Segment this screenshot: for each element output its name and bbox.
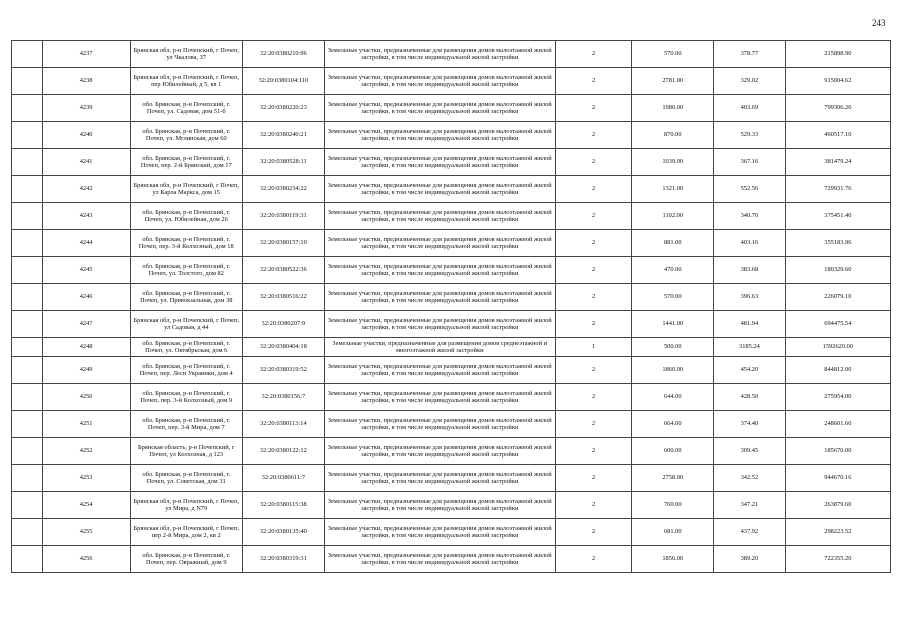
address-cell: обл. Брянская, р-н Почепский, г. Почеп, пер. Овражный, дом 9 (130, 546, 242, 573)
specific-value-cell: 552.56 (714, 176, 786, 203)
land-use-purpose-cell: Земельные участки, предназначенные для размещения домов малоэтажной жилой застройки, в том числе индивидуальной жилой застройки (324, 41, 555, 68)
cadastral-value-cell: 915004.62 (785, 68, 890, 95)
land-use-purpose-cell: Земельные участки, предназначенные для размещения домов малоэтажной жилой застройки, в том числе индивидуальной жилой застройки (324, 230, 555, 257)
row-number-cell: 4248 (42, 338, 130, 357)
row-spacer-cell (12, 284, 43, 311)
specific-value-cell: 428.50 (714, 384, 786, 411)
row-number-cell: 4238 (42, 68, 130, 95)
area-cell: 1860.00 (632, 357, 714, 384)
land-use-purpose-cell: Земельные участки, предназначенные для размещения домов малоэтажной жилой застройки, в том числе индивидуальной жилой застройки (324, 492, 555, 519)
row-spacer-cell (12, 357, 43, 384)
row-spacer-cell (12, 411, 43, 438)
table-row (12, 357, 891, 384)
page-number: 243 (872, 18, 886, 28)
land-use-purpose-cell: Земельные участки, предназначенные для размещения домов малоэтажной жилой застройки, в том числе индивидуальной жилой застройки (324, 411, 555, 438)
cadastral-number-cell: 32:20:0380210:96 (242, 41, 324, 68)
area-cell: 760.00 (632, 492, 714, 519)
cadastral-value-cell: 298223.52 (785, 519, 890, 546)
table-row (12, 465, 891, 492)
use-group-cell: 2 (555, 384, 632, 411)
row-number-cell: 4256 (42, 546, 130, 573)
cadastral-number-cell: 32:20:0380207:9 (242, 311, 324, 338)
land-use-purpose-cell: Земельные участки, предназначенные для размещения домов малоэтажной жилой застройки, в том числе индивидуальной жилой застройки (324, 68, 555, 95)
address-cell: обл. Брянская, р-н Почепский, г. Почеп, ул. Юбилейная, дом 26 (130, 203, 242, 230)
row-spacer-cell (12, 519, 43, 546)
row-number-cell: 4255 (42, 519, 130, 546)
specific-value-cell: 378.77 (714, 41, 786, 68)
use-group-cell: 2 (555, 230, 632, 257)
land-use-purpose-cell: Земельные участки, предназначенные для размещения домов малоэтажной жилой застройки, в том числе индивидуальной жилой застройки (324, 311, 555, 338)
table-row (12, 41, 891, 68)
cadastral-number-cell: 32:20:0380119:31 (242, 203, 324, 230)
land-use-purpose-cell: Земельные участки, предназначенные для размещения домов малоэтажной жилой застройки, в том числе индивидуальной жилой застройки (324, 122, 555, 149)
land-use-purpose-cell: Земельные участки, предназначенные для размещения домов малоэтажной жилой застройки, в том числе индивидуальной жилой застройки (324, 176, 555, 203)
row-spacer-cell (12, 257, 43, 284)
use-group-cell: 2 (555, 176, 632, 203)
row-spacer-cell (12, 465, 43, 492)
row-spacer-cell (12, 95, 43, 122)
address-cell: Брянская обл, р-н Почепский, г Почеп, пер 2-й Мира, дом 2, кв 2 (130, 519, 242, 546)
table-row (12, 338, 891, 357)
area-cell: 570.00 (632, 284, 714, 311)
land-use-purpose-cell: Земельные участки, предназначенные для размещения домов малоэтажной жилой застройки, в том числе индивидуальной жилой застройки (324, 465, 555, 492)
row-number-cell: 4244 (42, 230, 130, 257)
cadastral-value-cell: 1592620.00 (785, 338, 890, 357)
specific-value-cell: 454.20 (714, 357, 786, 384)
cadastral-value-cell: 844812.00 (785, 357, 890, 384)
use-group-cell: 2 (555, 95, 632, 122)
land-use-purpose-cell: Земельные участки, предназначенные для размещения домов малоэтажной жилой застройки, в том числе индивидуальной жилой застройки (324, 149, 555, 176)
address-cell: обл. Брянская, р-н Почепский, г. Почеп, пер. 2-й Брянский, дом 17 (130, 149, 242, 176)
address-cell: обл. Брянская, р-н Почепский, г. Почеп, ул. Октябрьская, дом 6 (130, 338, 242, 357)
land-use-purpose-cell: Земельные участки, предназначенные для размещения домов малоэтажной жилой застройки, в том числе индивидуальной жилой застройки (324, 284, 555, 311)
row-number-cell: 4245 (42, 257, 130, 284)
specific-value-cell: 403.69 (714, 95, 786, 122)
address-cell: Брянская обл, р-н Почепский, г Почеп, ул Мира, д N79 (130, 492, 242, 519)
address-cell: Брянская обл, р-н Почепский, г Почеп, ул Садовая, д 44 (130, 311, 242, 338)
table-row (12, 95, 891, 122)
area-cell: 1980.00 (632, 95, 714, 122)
cadastral-number-cell: 32:20:0380113:14 (242, 411, 324, 438)
table-row (12, 257, 891, 284)
row-number-cell: 4253 (42, 465, 130, 492)
cadastral-value-cell: 944670.16 (785, 465, 890, 492)
cadastral-number-cell: 32:20:0380319:52 (242, 357, 324, 384)
cadastral-value-cell: 248601.60 (785, 411, 890, 438)
area-cell: 600.00 (632, 438, 714, 465)
land-use-purpose-cell: Земельные участки, предназначенные для размещения домов малоэтажной жилой застройки, в том числе индивидуальной жилой застройки (324, 203, 555, 230)
row-spacer-cell (12, 546, 43, 573)
row-spacer-cell (12, 122, 43, 149)
specific-value-cell: 383.68 (714, 257, 786, 284)
address-cell: обл. Брянская, р-н Почепский, г. Почеп, пер. 3-й Колхозный, дом 9 (130, 384, 242, 411)
cadastral-number-cell: 32:20:0380522:36 (242, 257, 324, 284)
row-number-cell: 4242 (42, 176, 130, 203)
address-cell: Брянская обл, р-н Почепский, г Почеп, ул Чкалова, 37 (130, 41, 242, 68)
row-spacer-cell (12, 149, 43, 176)
use-group-cell: 2 (555, 41, 632, 68)
area-cell: 1321.00 (632, 176, 714, 203)
cadastral-value-cell: 275954.00 (785, 384, 890, 411)
area-cell: 881.00 (632, 230, 714, 257)
area-cell: 681.00 (632, 519, 714, 546)
table-row (12, 546, 891, 573)
use-group-cell: 1 (555, 338, 632, 357)
use-group-cell: 2 (555, 284, 632, 311)
land-use-purpose-cell: Земельные участки, предназначенные для размещения домов среднеэтажной и многоэтажной жилой застройки (324, 338, 555, 357)
area-cell: 2758.00 (632, 465, 714, 492)
row-number-cell: 4240 (42, 122, 130, 149)
cadastral-number-cell: 32:20:0380319:31 (242, 546, 324, 573)
cadastral-number-cell: 32:20:0380404:18 (242, 338, 324, 357)
table-row (12, 203, 891, 230)
address-cell: обл. Брянская, р-н Почепский, г. Почеп, ул. Садовая, дом 51-б (130, 95, 242, 122)
row-number-cell: 4237 (42, 41, 130, 68)
address-cell: обл. Брянская, р-н Почепский, г. Почеп, ул. Привокзальная, дом 38 (130, 284, 242, 311)
cadastral-value-cell: 226079.10 (785, 284, 890, 311)
table-row (12, 438, 891, 465)
specific-value-cell: 529.33 (714, 122, 786, 149)
use-group-cell: 2 (555, 546, 632, 573)
cadastral-number-cell: 32:20:0380220:23 (242, 95, 324, 122)
land-use-purpose-cell: Земельные участки, предназначенные для размещения домов малоэтажной жилой застройки, в том числе индивидуальной жилой застройки (324, 546, 555, 573)
table-row (12, 122, 891, 149)
area-cell: 1039.00 (632, 149, 714, 176)
address-cell: обл. Брянская, р-н Почепский, г. Почеп, пер. 3-й Колхозный, дом 18 (130, 230, 242, 257)
use-group-cell: 2 (555, 203, 632, 230)
row-spacer-cell (12, 230, 43, 257)
table-row (12, 176, 891, 203)
area-cell: 870.00 (632, 122, 714, 149)
row-number-cell: 4249 (42, 357, 130, 384)
cadastral-value-table (11, 40, 891, 573)
area-cell: 500.00 (632, 338, 714, 357)
area-cell: 664.00 (632, 411, 714, 438)
row-number-cell: 4247 (42, 311, 130, 338)
table-row (12, 149, 891, 176)
use-group-cell: 2 (555, 149, 632, 176)
table-row (12, 384, 891, 411)
row-number-cell: 4246 (42, 284, 130, 311)
specific-value-cell: 396.63 (714, 284, 786, 311)
specific-value-cell: 347.21 (714, 492, 786, 519)
area-cell: 644.00 (632, 384, 714, 411)
specific-value-cell: 367.16 (714, 149, 786, 176)
area-cell: 470.00 (632, 257, 714, 284)
address-cell: обл. Брянская, р-н Почепский, г. Почеп, пер. 3-й Мира, дом 7 (130, 411, 242, 438)
cadastral-number-cell: 32:20:0380135:40 (242, 519, 324, 546)
row-spacer-cell (12, 41, 43, 68)
cadastral-number-cell: 32:20:0380115:38 (242, 492, 324, 519)
land-use-purpose-cell: Земельные участки, предназначенные для размещения домов малоэтажной жилой застройки, в том числе индивидуальной жилой застройки (324, 384, 555, 411)
cadastral-value-cell: 729931.76 (785, 176, 890, 203)
use-group-cell: 2 (555, 465, 632, 492)
use-group-cell: 2 (555, 519, 632, 546)
table-row (12, 311, 891, 338)
row-number-cell: 4254 (42, 492, 130, 519)
row-spacer-cell (12, 384, 43, 411)
land-use-purpose-cell: Земельные участки, предназначенные для размещения домов малоэтажной жилой застройки, в том числе индивидуальной жилой застройки (324, 438, 555, 465)
table-row (12, 492, 891, 519)
cadastral-number-cell: 32:20:0380157:10 (242, 230, 324, 257)
use-group-cell: 2 (555, 122, 632, 149)
cadastral-value-cell: 215898.90 (785, 41, 890, 68)
cadastral-number-cell: 32:20:0380528:11 (242, 149, 324, 176)
row-number-cell: 4239 (42, 95, 130, 122)
specific-value-cell: 481.94 (714, 311, 786, 338)
address-cell: обл. Брянская, р-н Почепский, г. Почеп, ул. Толстого, дом 82 (130, 257, 242, 284)
use-group-cell: 2 (555, 357, 632, 384)
cadastral-value-cell: 180329.60 (785, 257, 890, 284)
cadastral-value-cell: 355183.96 (785, 230, 890, 257)
row-spacer-cell (12, 338, 43, 357)
use-group-cell: 2 (555, 438, 632, 465)
use-group-cell: 2 (555, 492, 632, 519)
cadastral-value-cell: 799306.20 (785, 95, 890, 122)
land-use-purpose-cell: Земельные участки, предназначенные для размещения домов малоэтажной жилой застройки, в том числе индивидуальной жилой застройки (324, 257, 555, 284)
land-use-purpose-cell: Земельные участки, предназначенные для размещения домов малоэтажной жилой застройки, в том числе индивидуальной жилой застройки (324, 95, 555, 122)
row-spacer-cell (12, 492, 43, 519)
address-cell: обл. Брянская, р-н Почепский, г. Почеп, ул. Советская, дом 31 (130, 465, 242, 492)
cadastral-value-cell: 694475.54 (785, 311, 890, 338)
use-group-cell: 2 (555, 311, 632, 338)
address-cell: обл. Брянская, р-н Почепский, г. Почеп, ул. Мглинская, дом 60 (130, 122, 242, 149)
address-cell: Брянская обл, р-н Почепский, г Почеп, пер Юбилейный, д 5, кв 1 (130, 68, 242, 95)
row-spacer-cell (12, 203, 43, 230)
table-row (12, 68, 891, 95)
specific-value-cell: 329.02 (714, 68, 786, 95)
cadastral-number-cell: 32:20:0380104:110 (242, 68, 324, 95)
specific-value-cell: 309.45 (714, 438, 786, 465)
cadastral-number-cell: 32:20:0380240:21 (242, 122, 324, 149)
specific-value-cell: 403.16 (714, 230, 786, 257)
table-row (12, 519, 891, 546)
row-number-cell: 4243 (42, 203, 130, 230)
cadastral-value-cell: 375451.40 (785, 203, 890, 230)
cadastral-value-cell: 722355.20 (785, 546, 890, 573)
row-number-cell: 4241 (42, 149, 130, 176)
row-number-cell: 4251 (42, 411, 130, 438)
use-group-cell: 2 (555, 68, 632, 95)
cadastral-number-cell: 32:20:0380234:22 (242, 176, 324, 203)
cadastral-number-cell: 32:20:0380516:22 (242, 284, 324, 311)
use-group-cell: 2 (555, 411, 632, 438)
specific-value-cell: 3185.24 (714, 338, 786, 357)
address-cell: обл. Брянская, р-н Почепский, г. Почеп, пер. Леси Украинки, дом 4 (130, 357, 242, 384)
specific-value-cell: 340.70 (714, 203, 786, 230)
cadastral-value-cell: 460517.10 (785, 122, 890, 149)
specific-value-cell: 342.52 (714, 465, 786, 492)
area-cell: 1856.00 (632, 546, 714, 573)
cadastral-value-cell: 263879.60 (785, 492, 890, 519)
cadastral-number-cell: 32:20:0380611:7 (242, 465, 324, 492)
specific-value-cell: 389.20 (714, 546, 786, 573)
row-number-cell: 4250 (42, 384, 130, 411)
cadastral-value-cell: 185670.00 (785, 438, 890, 465)
row-number-cell: 4252 (42, 438, 130, 465)
land-use-purpose-cell: Земельные участки, предназначенные для размещения домов малоэтажной жилой застройки, в том числе индивидуальной жилой застройки (324, 357, 555, 384)
row-spacer-cell (12, 311, 43, 338)
area-cell: 1102.00 (632, 203, 714, 230)
address-cell: Брянская область, р-н Почепский, г Почеп, ул Колхозная, д 123 (130, 438, 242, 465)
area-cell: 570.00 (632, 41, 714, 68)
cadastral-number-cell: 32:20:0380122:12 (242, 438, 324, 465)
row-spacer-cell (12, 438, 43, 465)
specific-value-cell: 374.40 (714, 411, 786, 438)
area-cell: 1441.00 (632, 311, 714, 338)
cadastral-value-cell: 381479.24 (785, 149, 890, 176)
cadastral-number-cell: 32:20:0380156:7 (242, 384, 324, 411)
table-row (12, 284, 891, 311)
land-use-purpose-cell: Земельные участки, предназначенные для размещения домов малоэтажной жилой застройки, в том числе индивидуальной жилой застройки (324, 519, 555, 546)
table-row (12, 411, 891, 438)
use-group-cell: 2 (555, 257, 632, 284)
specific-value-cell: 437.92 (714, 519, 786, 546)
address-cell: Брянская обл, р-н Почепский, г Почеп, ул Карла Маркса, дом 15 (130, 176, 242, 203)
row-spacer-cell (12, 68, 43, 95)
area-cell: 2781.00 (632, 68, 714, 95)
table-row (12, 230, 891, 257)
row-spacer-cell (12, 176, 43, 203)
